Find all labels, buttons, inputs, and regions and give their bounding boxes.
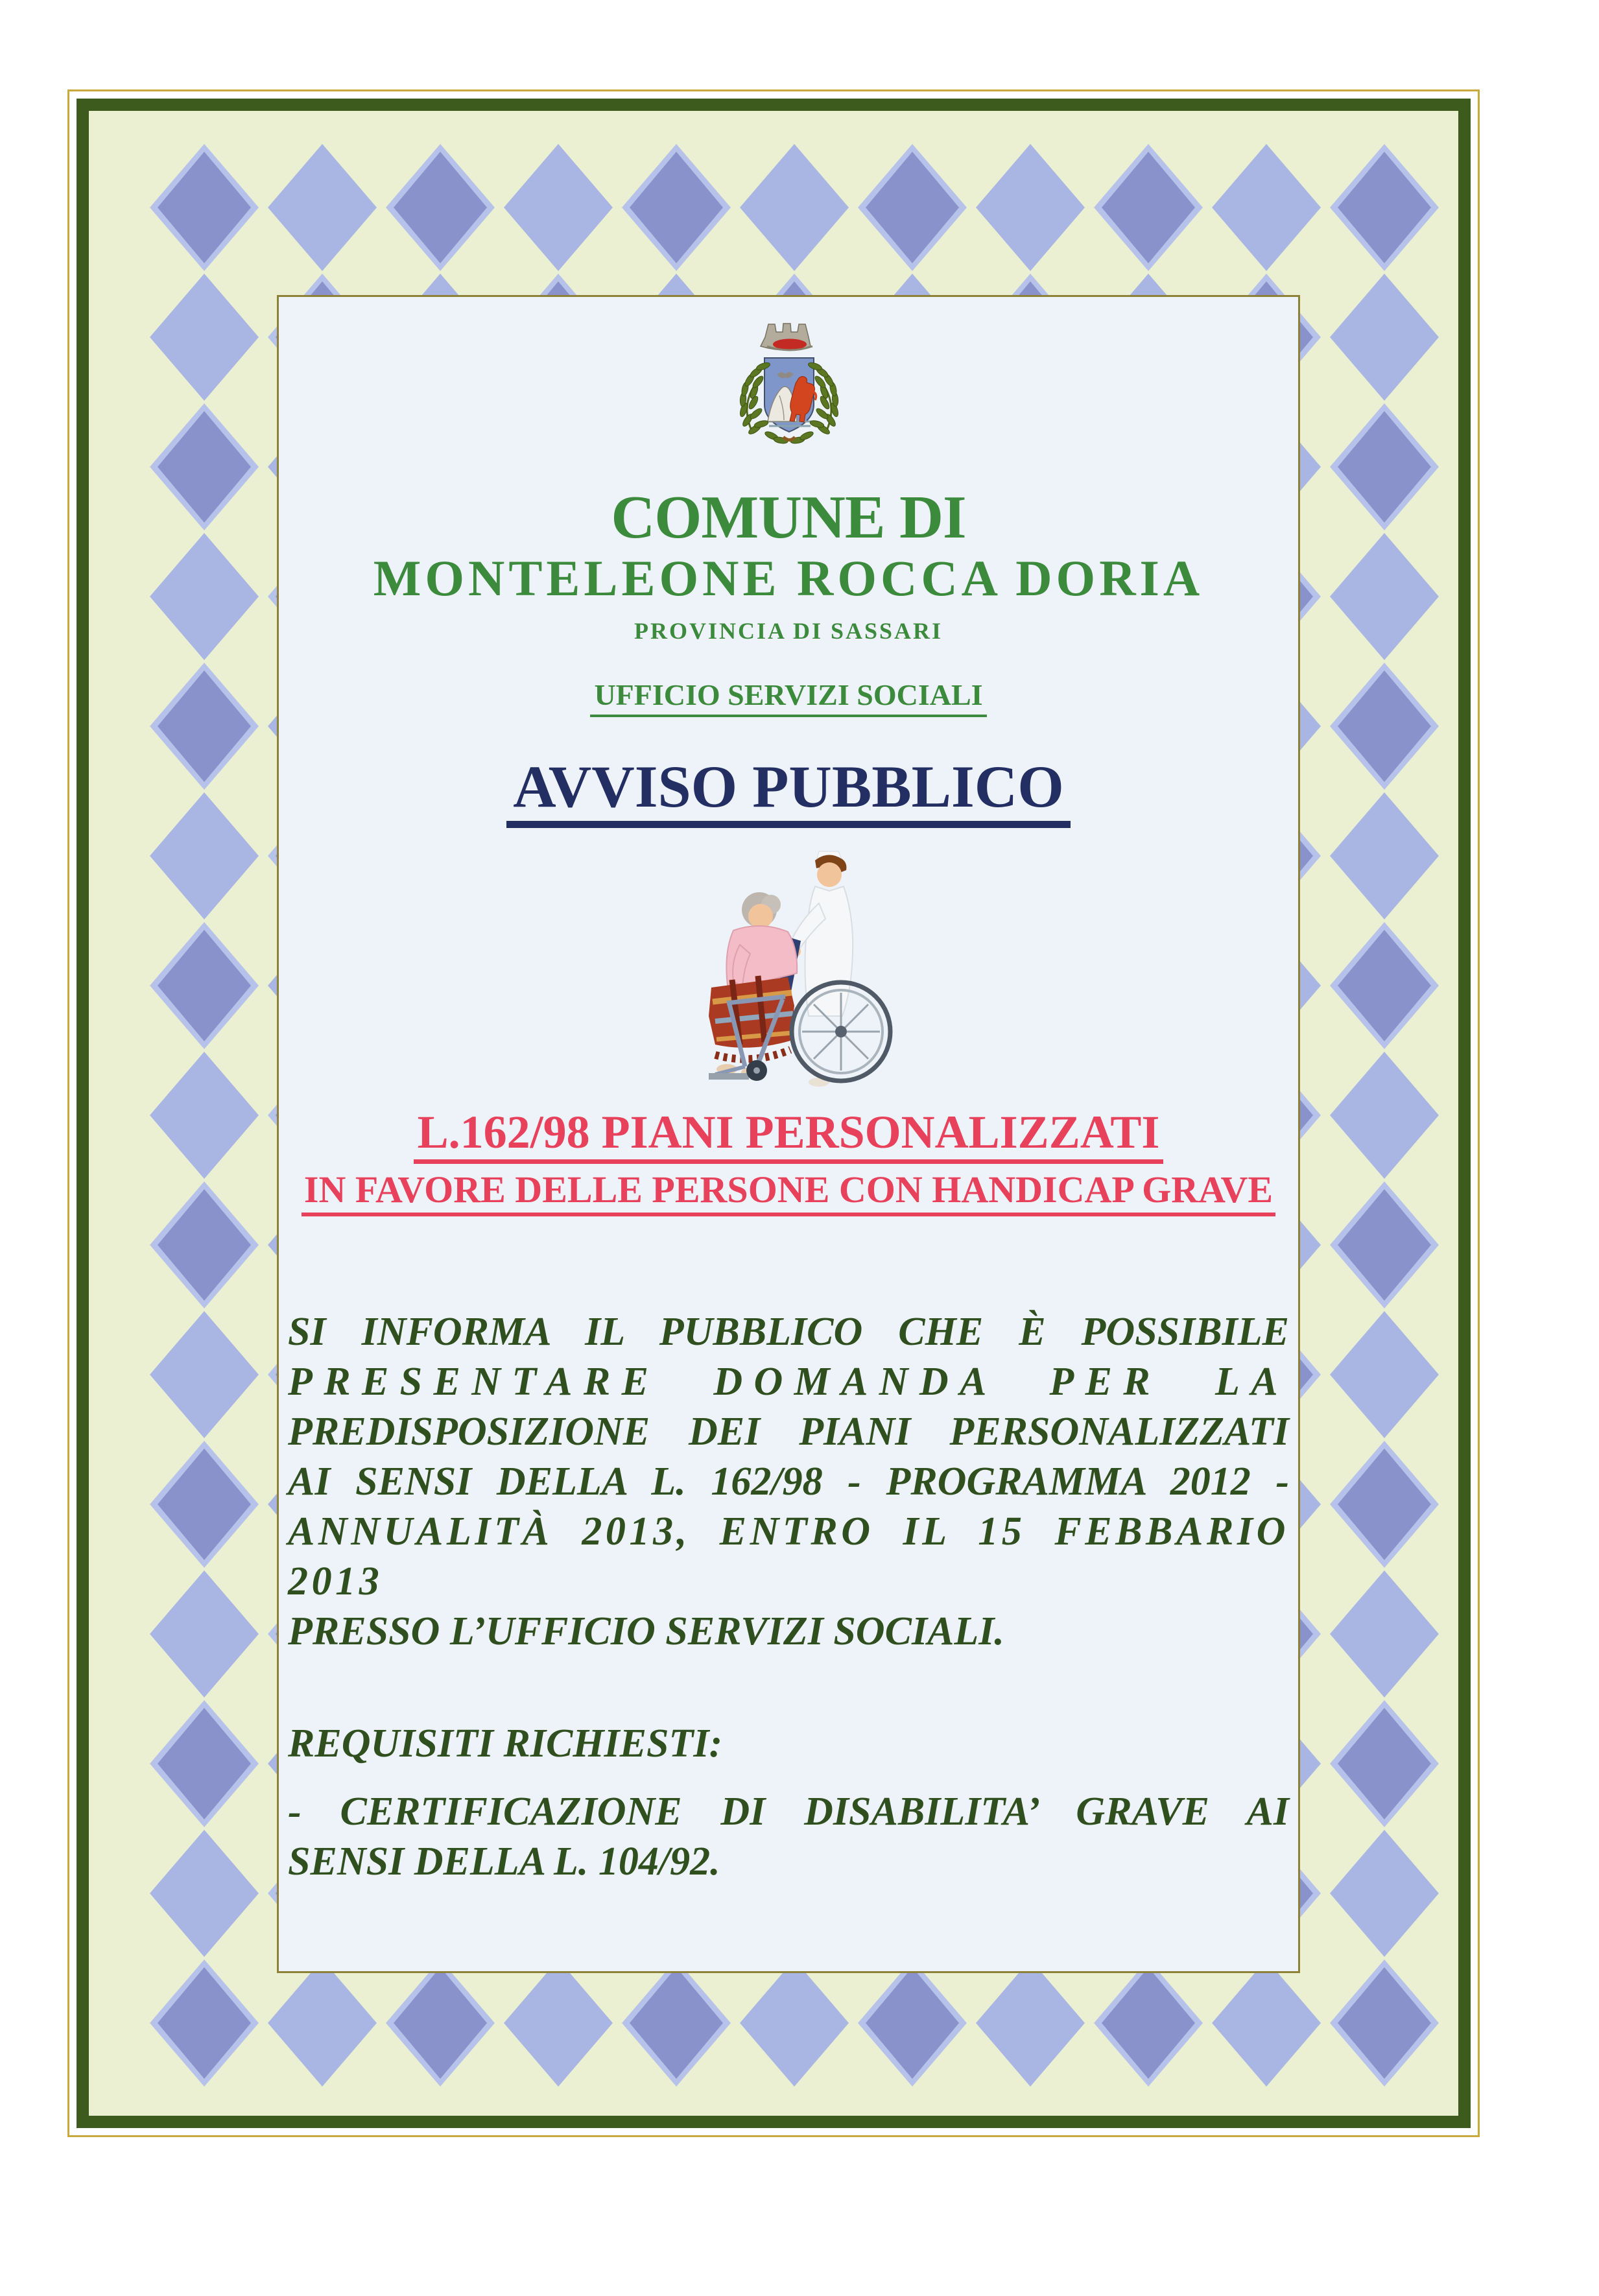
commune-title-line1: COMUNE DI [611,484,966,551]
content-panel [277,295,1300,1973]
diamond [1330,533,1439,660]
diamond [386,1959,495,2087]
diamond [622,1959,731,2087]
diamond-core [158,1708,251,1819]
diamond [150,1959,259,2087]
diamond-core [158,1967,251,2079]
diamond [858,144,967,271]
diamond-core [158,411,251,523]
notice-body-line: SI INFORMA IL PUBBLICO CHE È POSSIBILE [288,1310,1289,1354]
diamond [150,1700,259,1827]
province-subtitle: PROVINCIA DI SASSARI [634,618,943,644]
subject-heading-line1: L.162/98 PIANI PERSONALIZZATI [288,1107,1289,1164]
diamond [150,792,259,919]
diamond [386,144,495,271]
diamond-core [1338,152,1431,263]
notice-body-line: PRESSO L’UFFICIO SERVIZI SOCIALI. [288,1609,1004,1653]
diamond-core [158,1189,251,1301]
diamond [268,144,377,271]
diamond [1330,1181,1439,1308]
diamond [1330,1830,1439,1957]
diamond [1330,663,1439,790]
diamond [1330,274,1439,401]
diamond [1330,922,1439,1049]
notice-title: AVVISO PUBBLICO [288,755,1289,828]
diamond-core [1338,1189,1431,1301]
notice-body-line: ANNUALITÀ 2013, ENTRO IL 15 FEBBARIO 2013 [288,1509,1289,1604]
diamond [150,274,259,401]
diamond-core [1102,152,1195,263]
diamond [858,1959,967,2087]
diamond-core [630,152,723,263]
diamond [1330,1311,1439,1438]
notice-body-line: PREDISPOSIZIONE DEI PIANI PERSONALIZZATI [288,1410,1289,1454]
diamond [150,1052,259,1179]
requirements-list [288,1787,1289,1887]
diamond-core [394,1967,487,2079]
diamond [740,144,849,271]
diamond-core [1338,930,1431,1041]
diamond [150,144,259,271]
diamond-core [866,1967,959,2079]
diamond [1330,144,1439,271]
diamond [1094,144,1203,271]
diamond [150,1570,259,1698]
mural-crown-icon [761,324,812,350]
office-heading: UFFICIO SERVIZI SOCIALI [288,678,1289,717]
diamond-core [1338,411,1431,523]
diamond [622,144,731,271]
shield-icon [764,358,816,432]
diamond [1330,403,1439,530]
diamond-core [158,1449,251,1560]
diamond [1330,1441,1439,1568]
diamond [268,1959,377,2087]
requirement-line: - CERTIFICAZIONE DI DISABILITA’ GRAVE AI [288,1790,1289,1834]
diamond [976,144,1085,271]
diamond [1212,144,1321,271]
diamond [1330,1700,1439,1827]
diamond-core [630,1967,723,2079]
diamond [740,1959,849,2087]
diamond [1330,1052,1439,1179]
diamond-core [158,930,251,1041]
requirements-heading: REQUISITI RICHIESTI: [288,1722,723,1766]
notice-body-line: PRESENTARE DOMANDA PER LA [288,1360,1289,1404]
diamond [150,403,259,530]
diamond [504,1959,613,2087]
diamond-core [394,152,487,263]
diamond [150,1441,259,1568]
diamond-core [158,152,251,263]
diamond [150,1311,259,1438]
diamond-core [1338,1449,1431,1560]
requirement-line: SENSI DELLA L. 104/92. [288,1840,720,1884]
diamond-core [1338,1967,1431,2079]
diamond [1330,1959,1439,2087]
diamond [1330,1570,1439,1698]
diamond [976,1959,1085,2087]
commune-title-line2: MONTELEONE ROCCA DORIA [373,550,1204,606]
diamond-core [1338,1708,1431,1819]
diamond [150,922,259,1049]
diamond [150,663,259,790]
coat-of-arms-image [724,303,853,456]
wheelchair-illustration-image [649,841,928,1100]
subject-heading-line2: IN FAVORE DELLE PERSONE CON HANDICAP GRAVE [288,1169,1289,1216]
diamond-core [158,670,251,782]
diamond [150,1830,259,1957]
diamond-core [866,152,959,263]
diamond [1212,1959,1321,2087]
plaid-blanket [709,976,794,1059]
diamond-core [1102,1967,1195,2079]
diamond [150,1181,259,1308]
diamond-core [1338,670,1431,782]
notice-body-line: AI SENSI DELLA L. 162/98 - PROGRAMMA 2012 - [288,1460,1289,1504]
diamond [150,533,259,660]
notice-body [288,1307,1289,1657]
diamond [504,144,613,271]
diamond [1094,1959,1203,2087]
diamond [1330,792,1439,919]
